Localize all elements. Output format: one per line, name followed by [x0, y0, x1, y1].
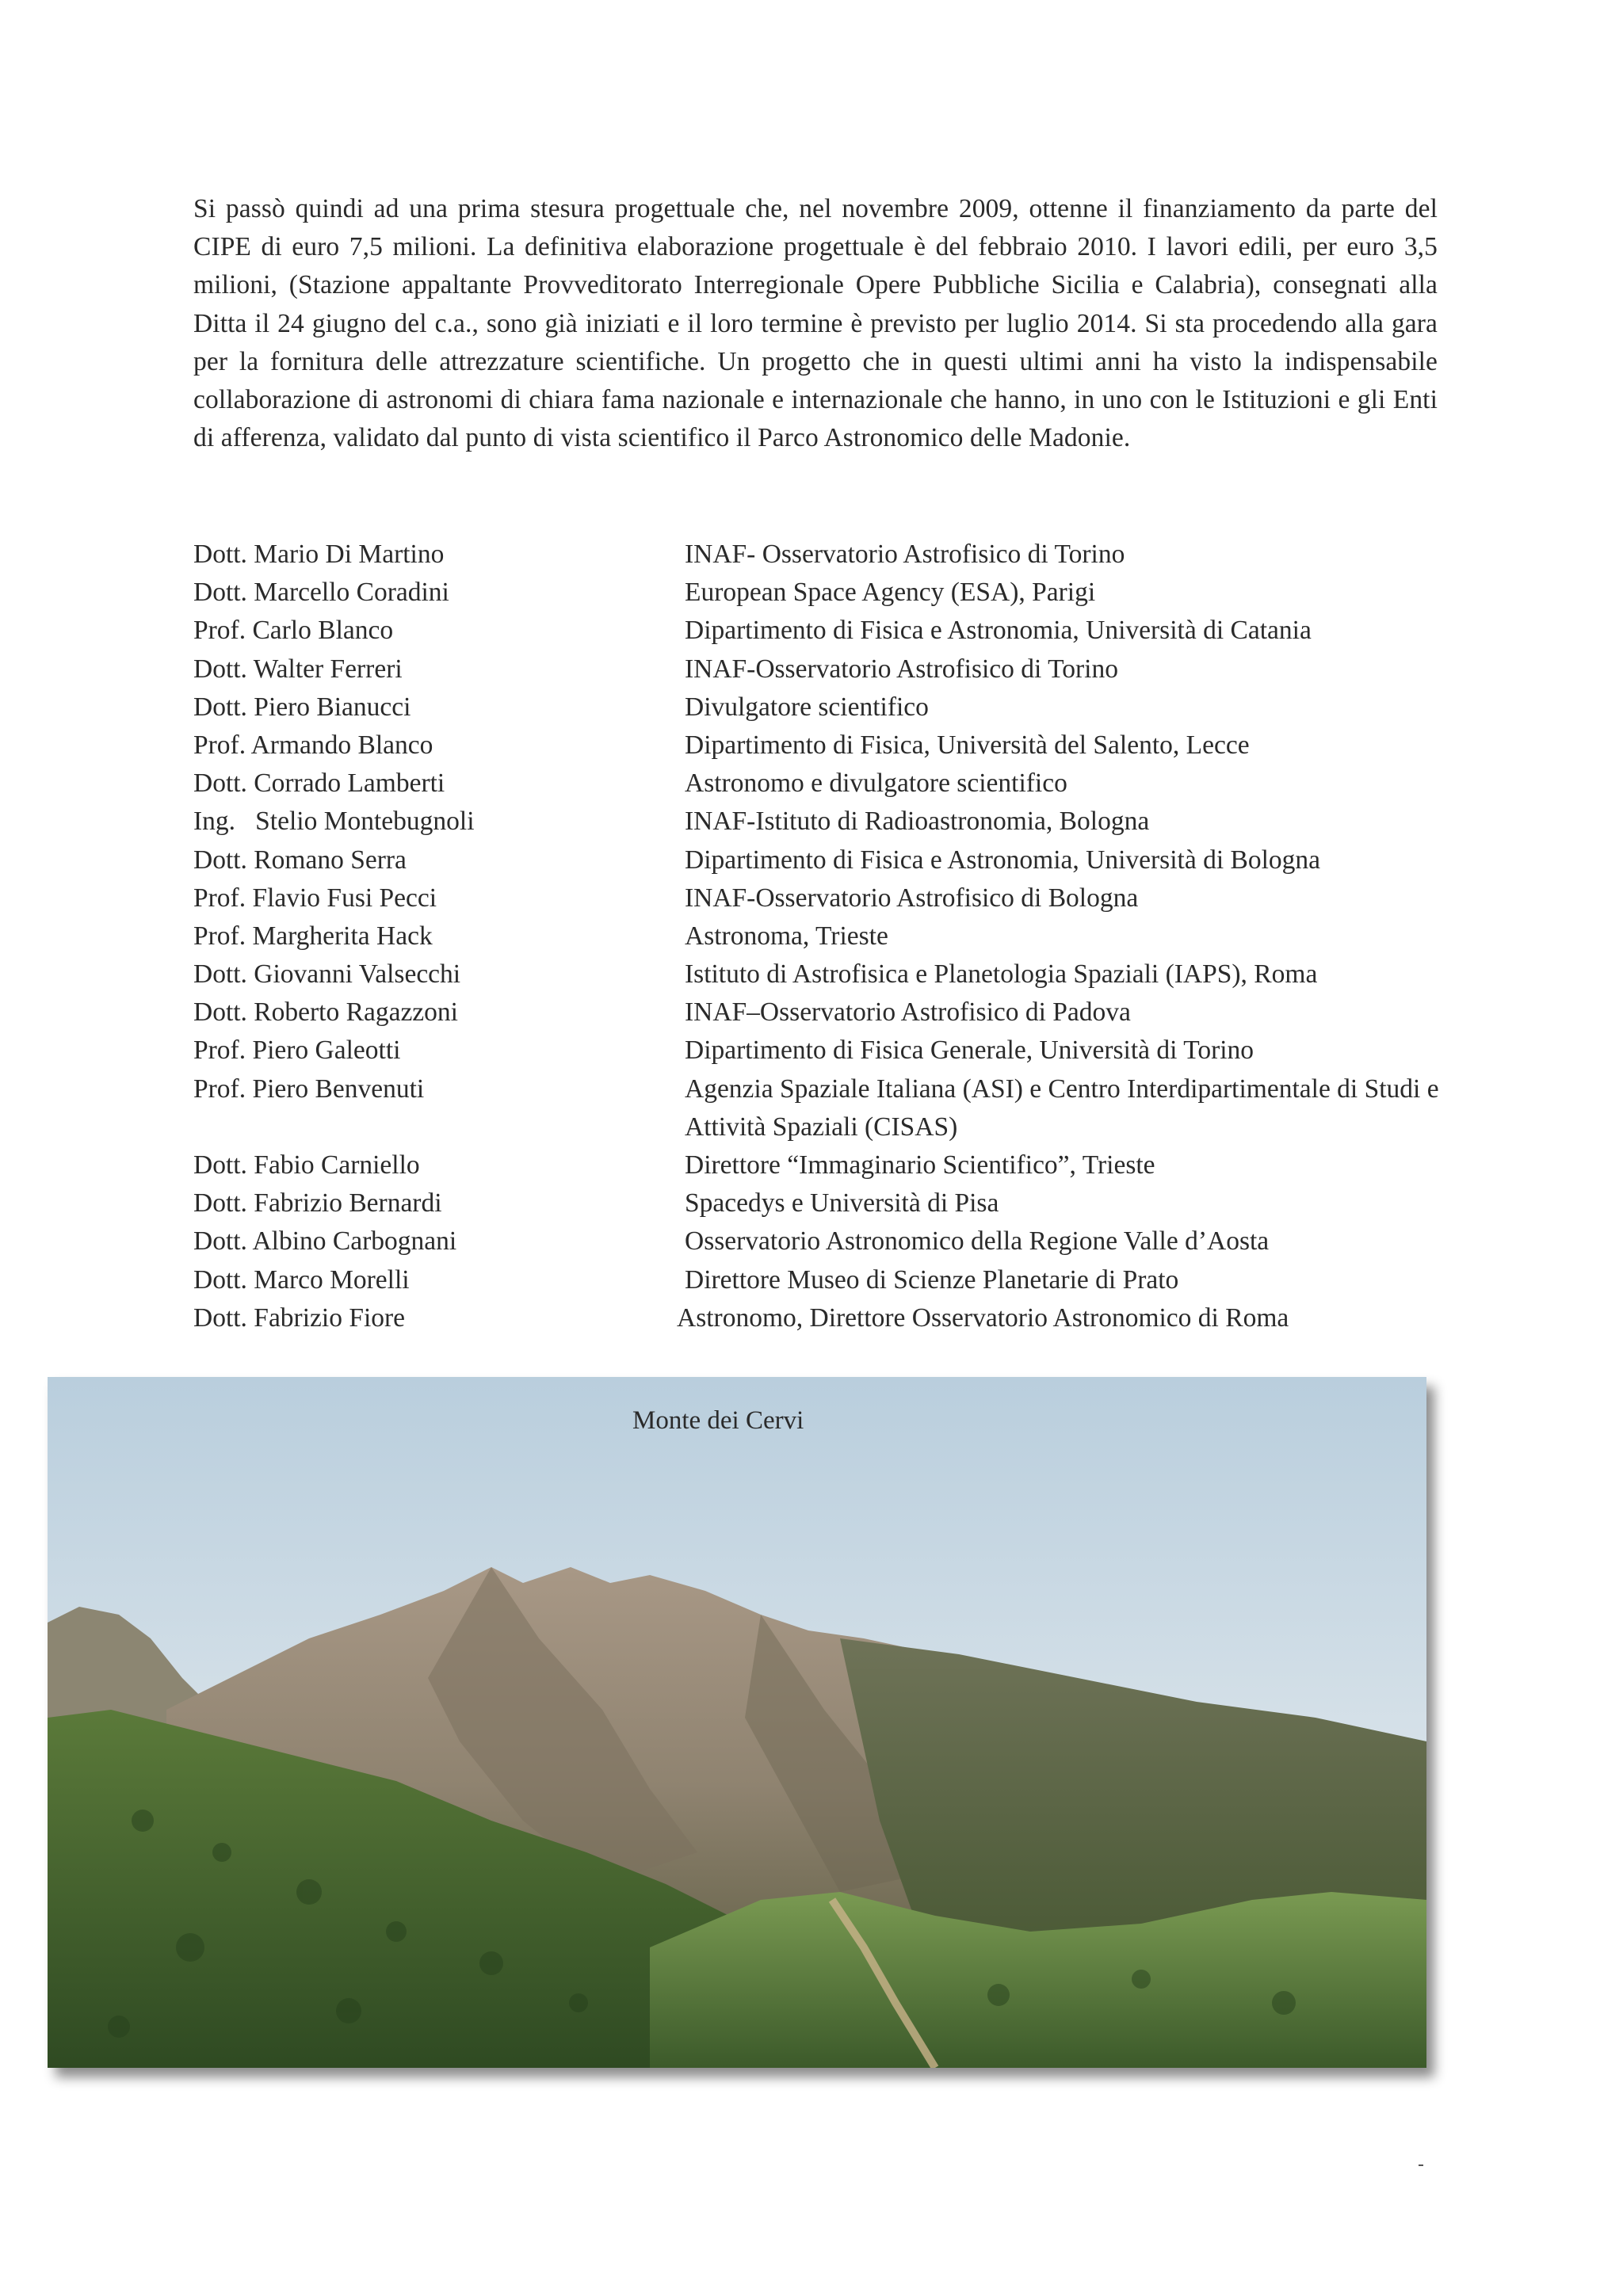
collaborators-list — [193, 536, 1461, 1337]
collaborator-row — [193, 688, 1461, 727]
collaborator-name: Dott. Roberto Ragazzoni — [193, 997, 458, 1028]
collaborator-affiliation: Dipartimento di Fisica e Astronomia, Università di Bologna — [685, 845, 1321, 875]
collaborator-affiliation: Direttore “Immaginario Scientifico”, Trieste — [685, 1150, 1155, 1180]
collaborator-name: Dott. Romano Serra — [193, 845, 407, 875]
intro-paragraph: Si passò quindi ad una prima stesura progettuale che, nel novembre 2009, ottenne il finanziamento da parte del CIPE di euro 7,5 milioni. La definitiva elaborazione progettuale è del febbraio 2010. I lavori edili, per euro 3,5 milioni, (Stazione appaltante Provveditorato Interregionale Opere Pubbliche Sicilia e Calabria), consegnati alla Ditta il 24 giugno del c.a., sono già iniziati e il loro termine è previsto per luglio 2014. Si sta procedendo alla gara per la fornitura delle attrezzature scientifiche. Un progetto che in questi ultimi anni ha visto la indispensabile collaborazione di astronomi di chiara fama nazionale e internazionale che hanno, in uno con le Istituzioni e gli Enti di afferenza, validato dal punto di vista scientifico il Parco Astronomico delle Madonie. — [193, 194, 1438, 453]
collaborator-row — [193, 1146, 1461, 1184]
collaborator-row — [193, 955, 1461, 994]
collaborator-row — [193, 650, 1461, 688]
collaborator-affiliation: Divulgatore scientifico — [685, 692, 929, 722]
collaborator-row — [193, 574, 1461, 612]
landscape-illustration — [48, 1377, 1426, 2068]
collaborator-row — [193, 765, 1461, 803]
collaborator-name: Prof. Margherita Hack — [193, 921, 433, 951]
collaborator-row — [193, 917, 1461, 955]
collaborator-row — [193, 1184, 1461, 1222]
collaborator-affiliation: European Space Agency (ESA), Parigi — [685, 578, 1096, 608]
collaborator-row — [193, 1261, 1461, 1299]
collaborator-affiliation: INAF-Osservatorio Astrofisico di Bologna — [685, 883, 1139, 913]
page-mark — [1419, 2164, 1423, 2166]
collaborator-name: Dott. Giovanni Valsecchi — [193, 959, 461, 990]
collaborator-row — [193, 727, 1461, 765]
collaborator-name: Dott. Marco Morelli — [193, 1264, 410, 1295]
collaborator-affiliation: INAF-Osservatorio Astrofisico di Torino — [685, 654, 1118, 684]
collaborator-affiliation: Spacedys e Università di Pisa — [685, 1188, 999, 1219]
collaborator-row — [193, 1032, 1461, 1070]
photo-caption: Monte dei Cervi — [632, 1406, 804, 1435]
collaborator-name: Ing. Stelio Montebugnoli — [193, 807, 475, 837]
collaborator-affiliation: INAF-Istituto di Radioastronomia, Bologna — [685, 807, 1150, 837]
collaborator-name: Dott. Piero Bianucci — [193, 692, 411, 722]
collaborator-row — [193, 1222, 1461, 1261]
collaborator-row — [193, 536, 1461, 574]
collaborator-name: Prof. Piero Benvenuti — [193, 1074, 425, 1104]
collaborator-affiliation: Dipartimento di Fisica, Università del Salento, Lecce — [685, 730, 1250, 760]
collaborator-row — [193, 994, 1461, 1032]
collaborator-affiliation: Direttore Museo di Scienze Planetarie di Prato — [685, 1264, 1179, 1295]
collaborator-affiliation: Dipartimento di Fisica Generale, Università di Torino — [685, 1035, 1254, 1066]
collaborator-row — [193, 1070, 1461, 1146]
collaborator-affiliation: Dipartimento di Fisica e Astronomia, Università di Catania — [685, 616, 1312, 646]
collaborator-name: Dott. Fabrizio Bernardi — [193, 1188, 442, 1219]
collaborator-affiliation: Astronoma, Trieste — [685, 921, 888, 951]
collaborator-affiliation: Astronomo e divulgatore scientifico — [685, 769, 1067, 799]
collaborator-affiliation: INAF- Osservatorio Astrofisico di Torino — [685, 540, 1125, 569]
collaborator-affiliation: Osservatorio Astronomico della Regione Valle d’Aosta — [685, 1226, 1270, 1257]
mountain-photo — [48, 1377, 1426, 2068]
collaborator-name: Prof. Flavio Fusi Pecci — [193, 883, 437, 913]
collaborator-name: Dott. Albino Carbognani — [193, 1226, 457, 1257]
collaborator-name: Prof. Armando Blanco — [193, 730, 433, 760]
collaborator-name: Dott. Fabio Carniello — [193, 1150, 420, 1180]
collaborator-name: Dott. Marcello Coradini — [193, 578, 449, 608]
collaborator-name: Dott. Fabrizio Fiore — [193, 1302, 406, 1333]
collaborator-name: Prof. Piero Galeotti — [193, 1035, 401, 1066]
collaborator-name: Dott. Mario Di Martino — [193, 540, 445, 569]
collaborator-row — [193, 612, 1461, 650]
collaborator-affiliation: Astronomo, Direttore Osservatorio Astronomico di Roma — [677, 1302, 1289, 1333]
collaborator-name: Prof. Carlo Blanco — [193, 616, 394, 646]
collaborator-row — [193, 879, 1461, 917]
collaborator-affiliation: INAF–Osservatorio Astrofisico di Padova — [685, 997, 1131, 1028]
collaborator-name: Dott. Corrado Lamberti — [193, 769, 445, 799]
collaborator-row — [193, 1299, 1461, 1337]
collaborator-affiliation: Istituto di Astrofisica e Planetologia Spaziali (IAPS), Roma — [685, 959, 1318, 990]
collaborator-affiliation: Agenzia Spaziale Italiana (ASI) e Centro Interdipartimentale di Studi e Attività Spaziali (CISAS) — [685, 1074, 1439, 1142]
collaborator-name: Dott. Walter Ferreri — [193, 654, 403, 684]
collaborator-row — [193, 803, 1461, 841]
collaborator-row — [193, 841, 1461, 879]
